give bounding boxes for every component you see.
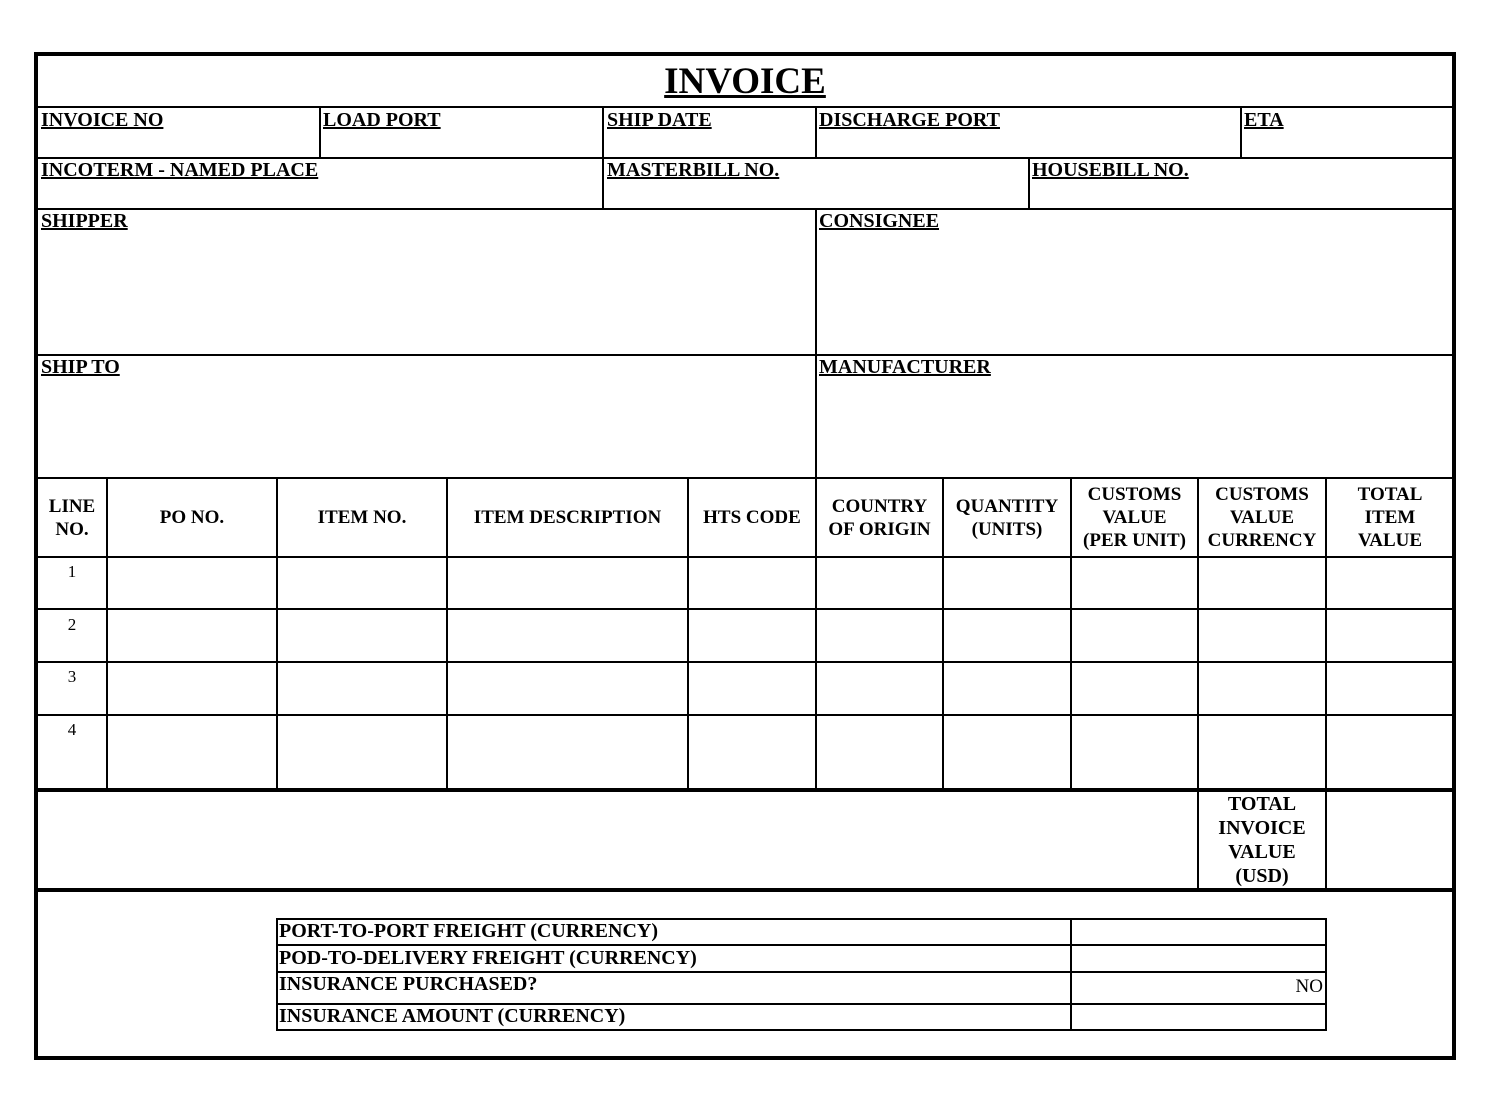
- incoterm-field[interactable]: [38, 183, 601, 207]
- pod-to-delivery-freight-label: POD-TO-DELIVERY FREIGHT (CURRENCY): [279, 947, 697, 969]
- ship-date-label: SHIP DATE: [607, 109, 712, 131]
- divider: [36, 888, 1454, 892]
- load-port-field[interactable]: [322, 132, 601, 156]
- divider: [602, 107, 604, 209]
- table-row[interactable]: [108, 610, 1453, 661]
- discharge-port-label: DISCHARGE PORT: [819, 109, 1000, 131]
- col-header-po-no: PO NO.: [159, 507, 225, 528]
- col-header-customs-value-currency: CUSTOMS VALUE CURRENCY: [1207, 484, 1317, 551]
- col-header-line-no: LINE NO.: [48, 495, 96, 540]
- masterbill-field[interactable]: [605, 183, 1027, 207]
- load-port-label: LOAD PORT: [323, 109, 441, 131]
- eta-label: ETA: [1244, 109, 1284, 131]
- housebill-field[interactable]: [1031, 183, 1453, 207]
- divider: [815, 209, 817, 478]
- row-number: 2: [67, 615, 77, 634]
- divider: [1240, 107, 1242, 158]
- insurance-purchased-field[interactable]: NO: [1295, 976, 1323, 997]
- col-header-quantity: QUANTITY (UNITS): [955, 495, 1059, 540]
- insurance-amount-label: INSURANCE AMOUNT (CURRENCY): [279, 1005, 626, 1027]
- consignee-label: CONSIGNEE: [819, 210, 940, 232]
- ship-to-label: SHIP TO: [41, 356, 120, 378]
- divider: [36, 208, 1454, 210]
- invoice-no-label: INVOICE NO: [41, 109, 164, 131]
- total-invoice-value-label: TOTAL INVOICE VALUE (USD): [1218, 793, 1306, 887]
- manufacturer-field[interactable]: [818, 382, 1453, 476]
- shipper-label: SHIPPER: [41, 210, 128, 232]
- col-header-customs-value-per-unit: CUSTOMS VALUE (PER UNIT): [1083, 484, 1186, 551]
- divider: [815, 107, 817, 158]
- divider: [319, 107, 321, 158]
- masterbill-label: MASTERBILL NO.: [607, 159, 780, 181]
- table-row[interactable]: [108, 716, 1453, 788]
- shipper-field[interactable]: [38, 236, 814, 353]
- consignee-field[interactable]: [818, 236, 1453, 353]
- table-row[interactable]: [108, 663, 1453, 714]
- eta-field[interactable]: [1243, 132, 1453, 156]
- col-header-country-of-origin: COUNTRY OF ORIGIN: [828, 495, 931, 540]
- invoice-title: INVOICE: [664, 61, 826, 102]
- col-header-hts-code: HTS CODE: [703, 507, 801, 528]
- table-row[interactable]: [108, 558, 1453, 608]
- discharge-port-field[interactable]: [818, 132, 1239, 156]
- col-header-item-description: ITEM DESCRIPTION: [473, 507, 662, 528]
- insurance-purchased-label: INSURANCE PURCHASED?: [279, 973, 538, 995]
- invoice-no-field[interactable]: [38, 132, 318, 156]
- ship-to-field[interactable]: [38, 382, 814, 476]
- col-header-item-no: ITEM NO.: [317, 507, 407, 528]
- row-number: 3: [67, 667, 77, 686]
- incoterm-label: INCOTERM - NAMED PLACE: [41, 159, 319, 181]
- col-header-total-item-value: TOTAL ITEM VALUE: [1357, 484, 1423, 551]
- housebill-label: HOUSEBILL NO.: [1032, 159, 1189, 181]
- row-number: 1: [67, 562, 77, 581]
- port-to-port-freight-label: PORT-TO-PORT FREIGHT (CURRENCY): [279, 920, 659, 942]
- divider: [36, 354, 1454, 356]
- row-number: 4: [67, 720, 77, 739]
- divider: [1028, 158, 1030, 209]
- manufacturer-label: MANUFACTURER: [819, 356, 991, 378]
- ship-date-field[interactable]: [605, 132, 814, 156]
- total-invoice-value-field[interactable]: [1327, 792, 1453, 888]
